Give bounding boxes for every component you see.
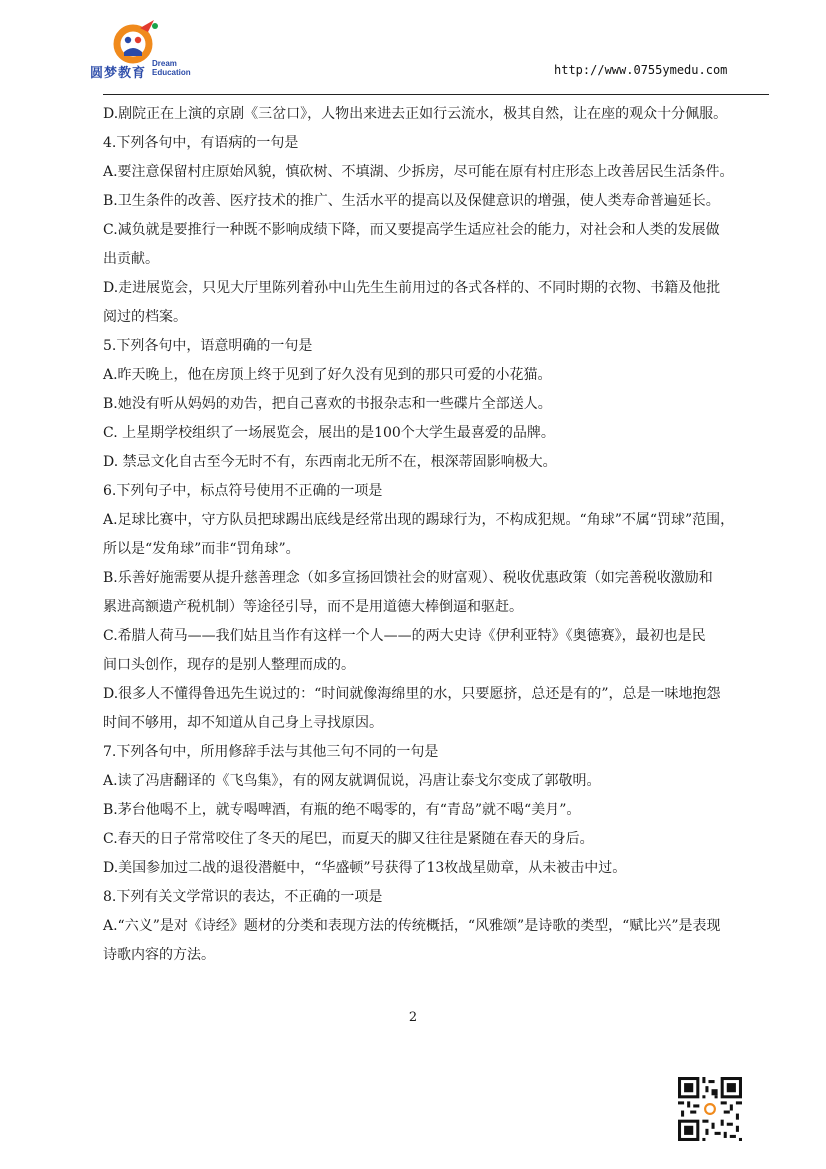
logo-text-en <box>152 59 191 77</box>
text-line: A.“六义”是对《诗经》题材的分类和表现方法的传统概括，“风雅颂”是诗歌的类型，“赋比兴”是表现 <box>103 918 721 934</box>
text-line: A.读了冯唐翻译的《飞鸟集》，有的网友就调侃说，冯唐让泰戈尔变成了郭敬明。 <box>103 773 601 789</box>
text-line: C. 上星期学校组织了一场展览会，展出的是100个大学生最喜爱的品牌。 <box>103 425 555 441</box>
text-line: B.乐善好施需要从提升慈善理念（如多宣扬回馈社会的财富观）、税收优惠政策（如完善税收激励和 <box>103 570 713 586</box>
text-line: 时间不够用，却不知道从自己身上寻找原因。 <box>103 715 383 731</box>
text-line: 诗歌内容的方法。 <box>103 947 215 963</box>
text-line: 间口头创作，现存的是别人整理而成的。 <box>103 657 355 673</box>
qr-code-icon <box>678 1077 742 1141</box>
header-rule <box>103 94 769 95</box>
text-line: 出贡献。 <box>103 251 159 267</box>
text-line: A.昨天晚上，他在房顶上终于见到了好久没有见到的那只可爱的小花猫。 <box>103 367 552 383</box>
text-line: A.要注意保留村庄原始风貌，慎砍树、不填湖、少拆房，尽可能在原有村庄形态上改善居民生活条件。 <box>103 164 734 180</box>
text-line: D. 禁忌文化自古至今无时不有，东西南北无所不在，根深蒂固影响极大。 <box>103 454 557 470</box>
question-4-stem: 4.下列各句中，有语病的一句是 <box>103 135 299 151</box>
text-line: 阅过的档案。 <box>103 309 187 325</box>
question-7-stem: 7.下列各句中，所用修辞手法与其他三句不同的一句是 <box>103 744 439 760</box>
text-line: D.剧院正在上演的京剧《三岔口》，人物出来进去正如行云流水，极其自然，让在座的观众十分佩服。 <box>103 106 728 122</box>
page-header <box>0 0 826 100</box>
text-line: B.茅台他喝不上，就专喝啤酒，有瓶的绝不喝零的，有“青岛”就不喝“美月”。 <box>103 802 581 818</box>
question-5-stem: 5.下列各句中，语意明确的一句是 <box>103 338 313 354</box>
text-line: B.卫生条件的改善、医疗技术的推广、生活水平的提高以及保健意识的增强，使人类寿命普遍延长。 <box>103 193 720 209</box>
text-line: C.春天的日子常常咬住了冬天的尾巴，而夏天的脚又往往是紧随在春天的身后。 <box>103 831 594 847</box>
text-line: D.很多人不懂得鲁迅先生说过的：“时间就像海绵里的水，只要愿挤，总还是有的”，总是一味地抱怨 <box>103 686 721 702</box>
text-line: 所以是“发角球”而非“罚角球”。 <box>103 541 300 557</box>
text-line: D.美国参加过二战的退役潜艇中，“华盛顿”号获得了13枚战星勋章，从未被击中过。 <box>103 860 627 876</box>
text-line: C.希腊人荷马——我们姑且当作有这样一个人——的两大史诗《伊利亚特》《奥德赛》，最初也是民 <box>103 628 706 644</box>
text-line: B.她没有听从妈妈的劝告，把自己喜欢的书报杂志和一些碟片全部送人。 <box>103 396 552 412</box>
logo-text-cn: 圆梦教育 <box>90 66 147 81</box>
logo-text-en-1: Dream <box>152 59 177 68</box>
site-url[interactable]: http://www.0755ymedu.com <box>554 63 728 77</box>
text-line: D.走进展览会，只见大厅里陈列着孙中山先生生前用过的各式各样的、不同时期的衣物、书籍及他批 <box>103 280 721 296</box>
document-body <box>103 100 771 970</box>
logo-text-en-2: Education <box>152 68 191 77</box>
text-line: C.减负就是要推行一种既不影响成绩下降，而又要提高学生适应社会的能力，对社会和人类的发展做 <box>103 222 720 238</box>
question-6-stem: 6.下列句子中，标点符号使用不正确的一项是 <box>103 483 383 499</box>
question-8-stem: 8.下列有关文学常识的表达，不正确的一项是 <box>103 889 383 905</box>
text-line: A.足球比赛中，守方队员把球踢出底线是经常出现的踢球行为，不构成犯规。“角球”不属“罚球”范围， <box>103 512 735 528</box>
text-line: 累进高额遗产税机制）等途径引导，而不是用道德大棒倒逼和驱赶。 <box>103 599 523 615</box>
page-number: 2 <box>408 1010 418 1025</box>
